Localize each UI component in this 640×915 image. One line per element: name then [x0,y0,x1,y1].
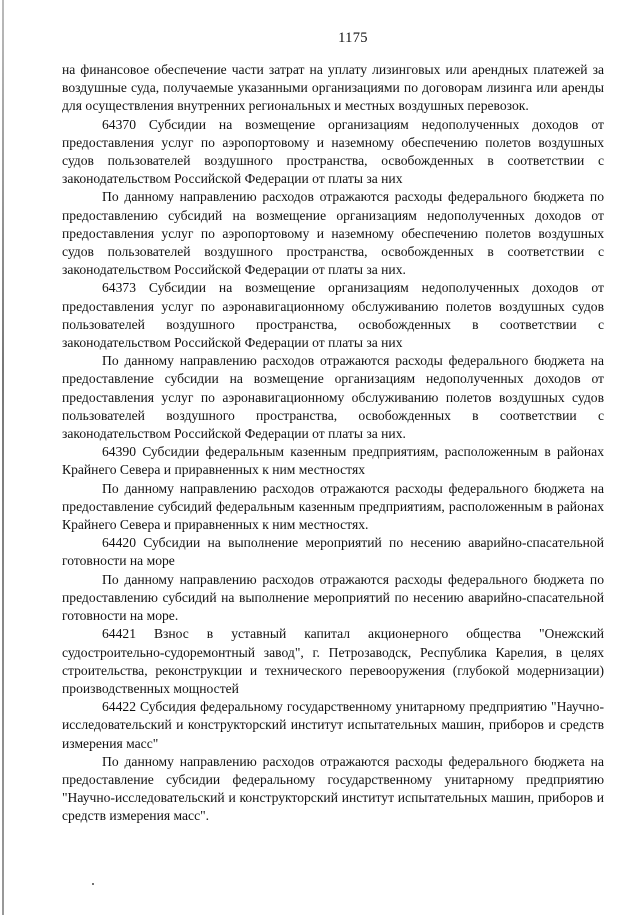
paragraph: По данному направлению расходов отражаются расходы федерального бюджета на предоставление субсидии на возмещение организациям недополученных доходов от предоставления услуг по аэронавигационному обслуживанию полетов воздушных судов пользователей воздушного пространства, освобожденных в соответствии с законодательством Российской Федерации от платы за них. [62,353,604,442]
paragraph: По данному направлению расходов отражаются расходы федерального бюджета по предоставлению субсидий на возмещение организациям недополученных доходов от предоставления услуг по аэропортовому и наземному обеспечению полетов воздушных судов пользователей воздушного пространства, освобожденных в соответствии с законодательством Российской Федерации от платы за них. [62,189,604,278]
paragraph: 64373 Субсидии на возмещение организациям недополученных доходов от предоставления услуг по аэронавигационному обслуживанию полетов воздушных судов пользователей воздушного пространства, освобожденных в соответствии с законодательством Российской Федерации от платы за них [62,280,604,351]
paragraph: По данному направлению расходов отражаются расходы федерального бюджета на предоставление субсидии федеральному государственному унитарному предприятию "Научно-исследовательский и конструкторский институт испытательных машин, приборов и средств измерения масс". [62,753,604,824]
page-number: 1175 [338,30,368,46]
paragraph: По данному направлению расходов отражаются расходы федерального бюджета на предоставление субсидий федеральным казенным предприятиям, расположенным в районах Крайнего Севера и приравненных к ним местностях. [62,480,604,533]
paragraph: 64421 Взнос в уставный капитал акционерного общества "Онежский судостроительно-судоремонтный завод", г. Петрозаводск, Республика Карелия, в целях строительства, реконструкции и технического перевооружения (глубокой модернизации) производственных мощностей [62,626,604,696]
paragraph: 64370 Субсидии на возмещение организациям недополученных доходов от предоставления услуг по аэропортовому и наземному обеспечению полетов воздушных судов пользователей воздушного пространства, освобожденных в соответствии с законодательством Российской Федерации от платы за них [62,116,604,187]
paragraph: 64420 Субсидии на выполнение мероприятий по несению аварийно-спасательной готовности на море [62,535,604,569]
scan-speck [92,883,94,885]
body-text [62,61,604,826]
paragraph: 64390 Субсидии федеральным казенным предприятиям, расположенным в районах Крайнего Севера и приравненных к ним местностях [62,444,604,478]
paragraph: 64422 Субсидия федеральному государственному унитарному предприятию "Научно-исследовательский и конструкторский институт испытательных машин, приборов и средств измерения масс" [62,699,604,751]
scan-edge [2,0,4,915]
paragraph: на финансовое обеспечение части затрат на уплату лизинговых или арендных платежей за воздушные суда, получаемые указанными организациями по договорам лизинга или аренды для осуществления внутренних региональных и местных воздушных перевозок. [62,62,604,114]
paragraph: По данному направлению расходов отражаются расходы федерального бюджета по предоставлению субсидий на выполнение мероприятий по несению аварийно-спасательной готовности на море. [62,571,604,624]
